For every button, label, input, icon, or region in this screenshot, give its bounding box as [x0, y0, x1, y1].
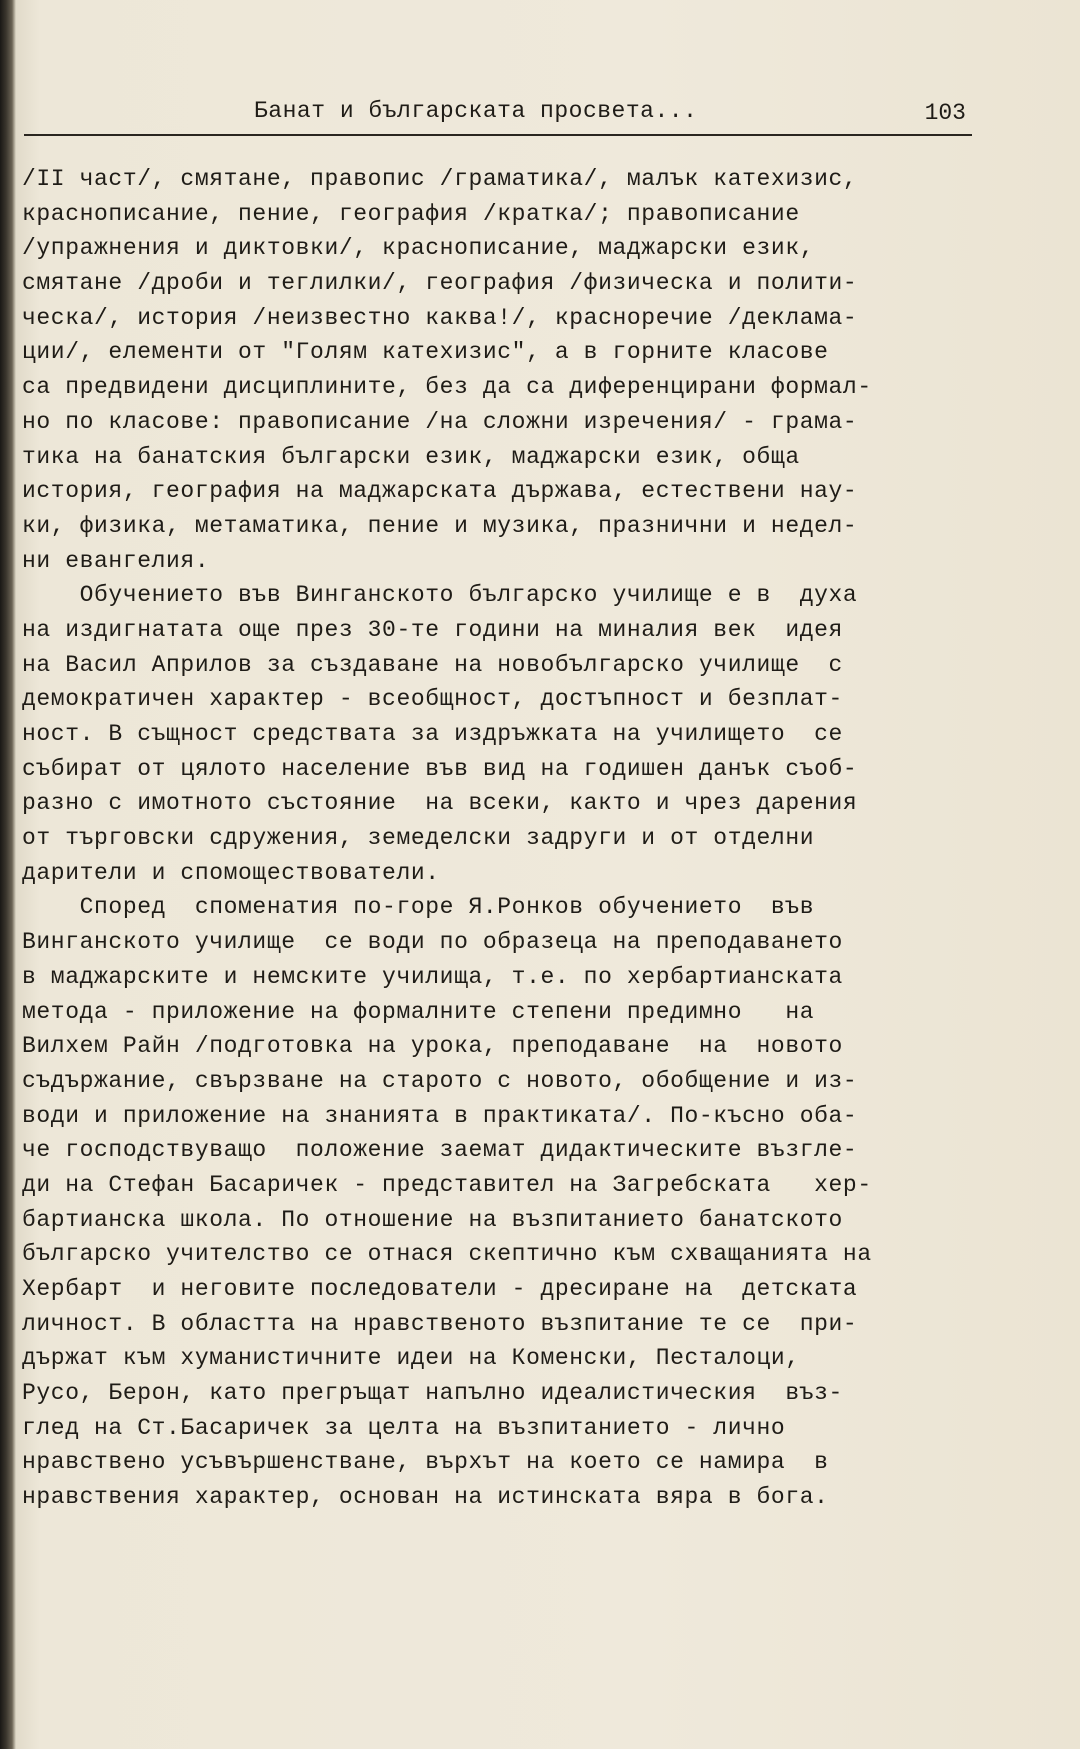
text-line: ческа/, история /неизвестно каква!/, красноречие /деклама- [22, 304, 858, 331]
text-line: бартианска школа. По отношение на възпитанието банатското [22, 1206, 843, 1233]
text-line: нравствения характер, основан на истинската вяра в бога. [22, 1484, 829, 1511]
text-line: смятане /дроби и теглилки/, география /физическа и полити- [22, 270, 858, 297]
text-line: краснописание, пение, география /кратка/; правописание [22, 200, 800, 227]
text-line: тика на банатския български език, маджарски език, обща [22, 443, 800, 470]
text-line: че господствуващо положение заемат дидактическите възгле- [22, 1137, 858, 1164]
text-line: демократичен характер - всеобщност, достъпност и безплат- [22, 686, 843, 713]
text-line: от търговски сдружения, земеделски задруги и от отделни [22, 825, 815, 852]
text-line: Според споменатия по-горе Я.Ронков обучението във [22, 894, 815, 921]
running-header [24, 98, 972, 136]
text-line: дарители и спомоществователи. [22, 859, 440, 886]
text-line: на Васил Априлов за създаване на новобългарско училище с [22, 651, 843, 678]
text-line: съдържание, свързване на старото с новото, обобщение и из- [22, 1067, 858, 1094]
text-line: са предвидени дисциплините, без да са диференцирани формал- [22, 374, 872, 401]
page-number: 103 [924, 100, 966, 126]
text-line: събират от цялото население във вид на годишен данък съоб- [22, 755, 858, 782]
text-line: ност. В същност средствата за издръжката на училището се [22, 721, 843, 747]
text-line: ции/, елементи от "Голям катехизис", а в горните класове [22, 339, 829, 366]
text-line: българско учителство се отнася скептично към схващанията на [22, 1241, 872, 1268]
book-binding-edge [0, 0, 16, 1749]
text-line: ди на Стефан Басаричек - представител на Загребската хер- [22, 1171, 872, 1198]
text-line: Обучението във Винганското българско училище е в духа [22, 582, 858, 609]
text-line: но по класове: правописание /на сложни изречения/ - грама- [22, 408, 858, 435]
text-line: Винганското училище се води по образеца на преподаването [22, 929, 843, 956]
text-line: /упражнения и диктовки/, краснописание, маджарски език, [22, 235, 815, 262]
text-line: ки, физика, метаматика, пение и музика, празнични и недел- [22, 512, 858, 539]
body-text [22, 162, 972, 1515]
running-title: Банат и българската просвета... [254, 98, 698, 124]
text-line: личност. В областта на нравственото възпитание те се при- [22, 1310, 858, 1337]
text-line: Хербарт и неговите последователи - дресиране на детската [22, 1276, 858, 1302]
text-line: ни евангелия. [22, 547, 210, 574]
text-line: в маджарските и немските училища, т.е. по хербартианската [22, 963, 843, 990]
text-line: разно с имотното състояние на всеки, както и чрез дарения [22, 790, 858, 817]
text-line: /II част/, смятане, правопис /граматика/, малък катехизис, [22, 166, 858, 192]
text-line: води и приложение на знанията в практиката/. По-късно оба- [22, 1102, 858, 1129]
text-line: метода - приложение на формалните степени предимно на [22, 998, 815, 1025]
text-line: Вилхем Райн /подготовка на урока, преподаване на новото [22, 1033, 843, 1060]
text-line: Русо, Берон, като прегръщат напълно идеалистическия въз- [22, 1380, 843, 1407]
text-line: глед на Ст.Басаричек за целта на възпитанието - лично [22, 1414, 786, 1441]
text-line: история, география на маджарската държава, естествени нау- [22, 478, 858, 505]
text-line: на издигнатата още през 30-те години на миналия век идея [22, 616, 843, 643]
text-line: държат към хуманистичните идеи на Коменски, Песталоци, [22, 1345, 800, 1372]
text-line: нравствено усъвършенстване, върхът на което се намира в [22, 1449, 829, 1476]
